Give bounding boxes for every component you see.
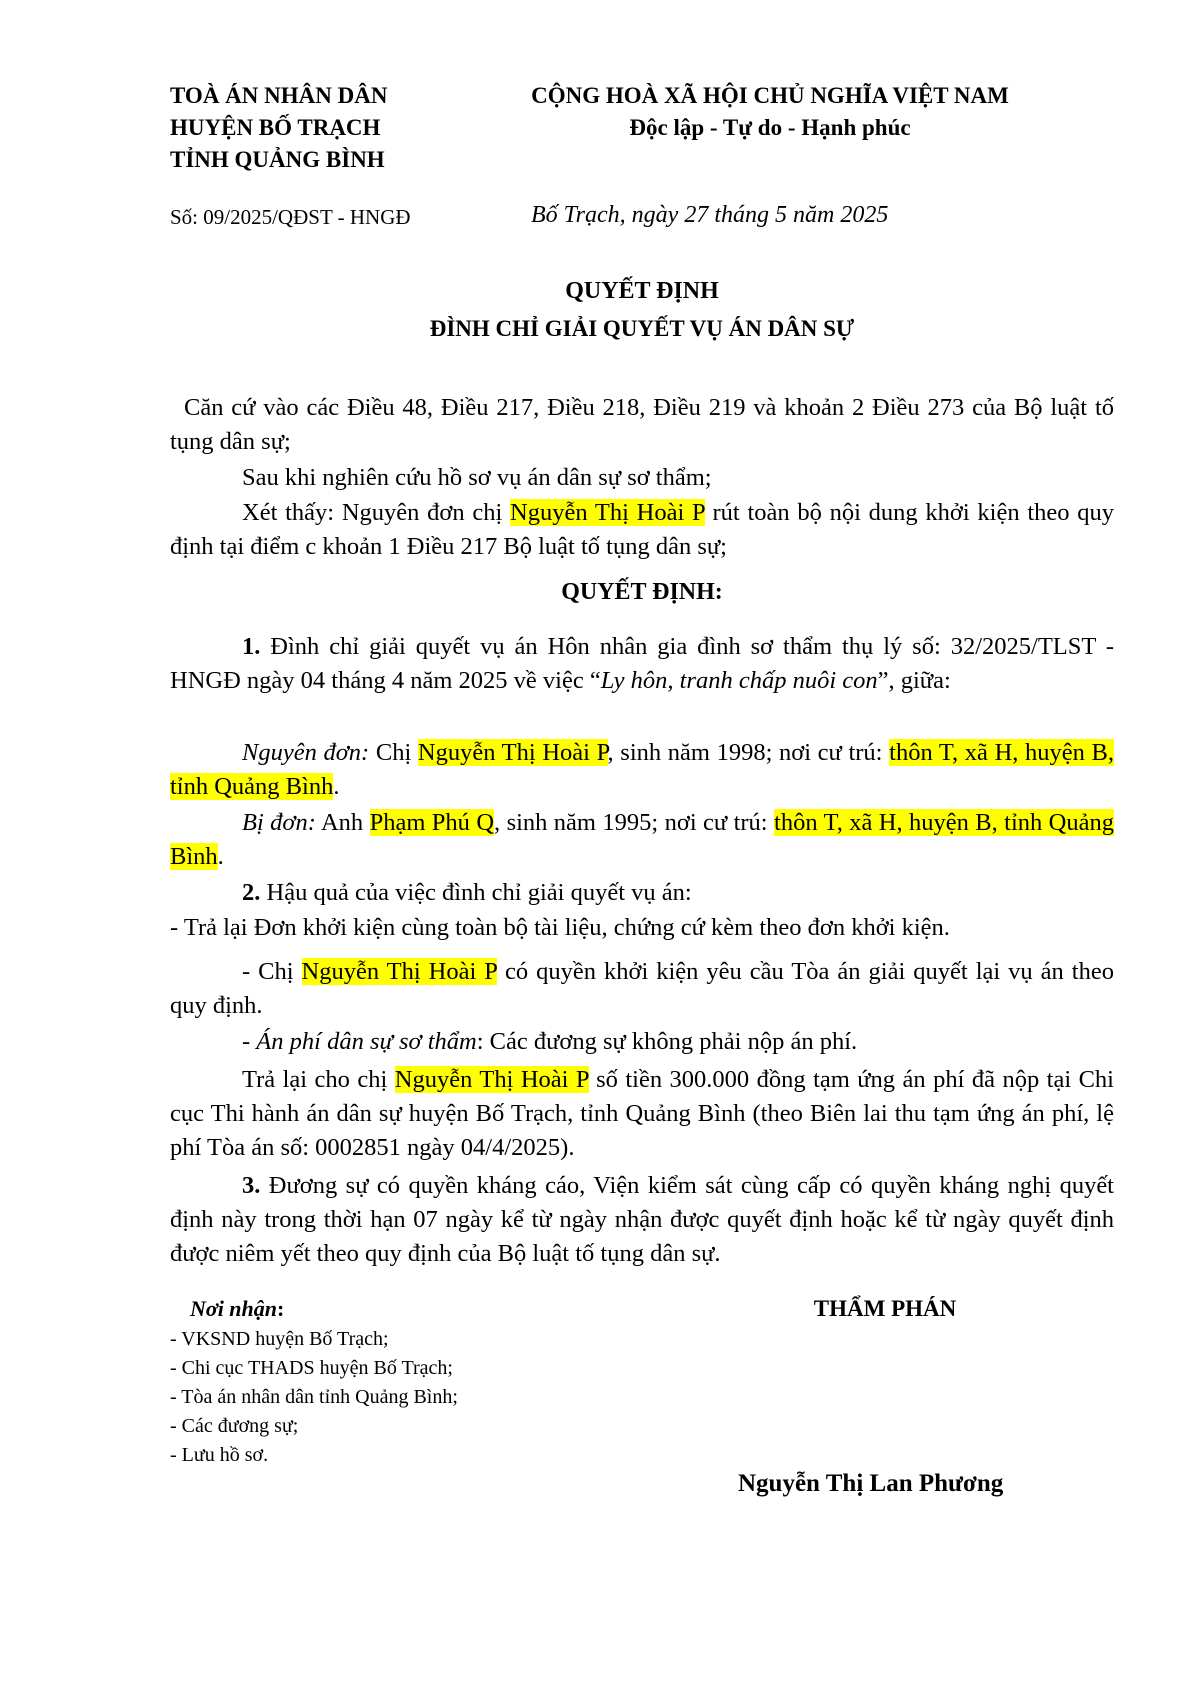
plaintiff-name-highlight: Nguyễn Thị Hoài P	[301, 958, 498, 985]
plaintiff-paragraph: Nguyên đơn: Chị Nguyễn Thị Hoài P, sinh năm 1998; nơi cư trú: thôn T, xã H, huyện B, tỉnh Quảng Bình.	[170, 739, 1115, 800]
item-1-paragraph: 1. Đình chỉ giải quyết vụ án Hôn nhân gia đình sơ thẩm thụ lý số: 32/2025/TLST - HNGĐ ngày 04 tháng 4 năm 2025 về việc “Ly hôn, tranh chấp nuôi con”, giữa:	[170, 633, 1114, 694]
place-date: Bố Trạch, ngày 27 tháng 5 năm 2025	[531, 202, 889, 228]
court-line-2: HUYỆN BỐ TRẠCH	[170, 115, 381, 140]
recipients-label: Nơi nhận:	[190, 1296, 285, 1321]
court-line-3: TỈNH QUẢNG BÌNH	[170, 147, 385, 172]
national-motto: Độc lập - Tự do - Hạnh phúc	[629, 115, 911, 140]
recipient-item: - VKSND huyện Bố Trạch;	[170, 1328, 389, 1350]
document-number: Số: 09/2025/QĐST - HNGĐ	[170, 205, 411, 229]
title-line-2: ĐÌNH CHỈ GIẢI QUYẾT VỤ ÁN DÂN SỰ	[429, 316, 855, 341]
basis-paragraph-3: Xét thấy: Nguyên đơn chị Nguyễn Thị Hoài P rút toàn bộ nội dung khởi kiện theo quy định tại điểm c khoản 1 Điều 217 Bộ luật tố tụng dân sự;	[170, 499, 1114, 560]
item-3-paragraph: 3. Đương sự có quyền kháng cáo, Viện kiểm sát cùng cấp có quyền kháng nghị quyết định này trong thời hạn 07 ngày kể từ ngày nhận được quyết định hoặc kể từ ngày quyết định được niêm yết theo quy định của Bộ luật tố tụng dân sự.	[170, 1172, 1114, 1267]
plaintiff-name-highlight: Nguyễn Thị Hoài P	[417, 739, 608, 766]
defendant-name-highlight: Phạm Phú Q	[369, 809, 495, 836]
court-fee-line: - Án phí dân sự sơ thẩm: Các đương sự không phải nộp án phí.	[242, 1028, 858, 1055]
signer-name: Nguyễn Thị Lan Phương	[738, 1470, 1004, 1497]
case-type: Ly hôn, tranh chấp nuôi con	[600, 667, 878, 694]
basis-paragraph-1: Căn cứ vào các Điều 48, Điều 217, Điều 218, Điều 219 và khoản 2 Điều 273 của Bộ luật tố tụng dân sự;	[170, 394, 1114, 455]
nation-block	[490, 80, 1050, 144]
item-2-line-2: - Chị Nguyễn Thị Hoài P có quyền khởi kiện yêu cầu Tòa án giải quyết lại vụ án theo quy định.	[170, 958, 1114, 1019]
recipient-item: - Lưu hồ sơ.	[170, 1444, 269, 1466]
recipient-item: - Các đương sự;	[170, 1415, 299, 1437]
item-2-heading: 2. Hậu quả của việc đình chỉ giải quyết vụ án:	[242, 879, 692, 906]
court-line-1: TOÀ ÁN NHÂN DÂN	[170, 83, 388, 108]
defendant-paragraph: Bị đơn: Anh Phạm Phú Q, sinh năm 1995; nơi cư trú: thôn T, xã H, huyện B, tỉnh Quảng Bình.	[170, 809, 1114, 870]
basis-paragraph-2: Sau khi nghiên cứu hồ sơ vụ án dân sự sơ thẩm;	[242, 464, 712, 491]
plaintiff-name-highlight: Nguyễn Thị Hoài P	[394, 1066, 589, 1093]
document-title	[170, 273, 1114, 347]
title-line-1: QUYẾT ĐỊNH	[565, 278, 719, 304]
nation-name: CỘNG HOÀ XÃ HỘI CHỦ NGHĨA VIỆT NAM	[531, 83, 1009, 108]
signer-title: THẨM PHÁN	[813, 1296, 957, 1321]
decision-heading: QUYẾT ĐỊNH:	[561, 579, 723, 605]
court-name-block	[170, 80, 387, 176]
defendant-address-highlight: thôn T, xã H, huyện B, tỉnh Quảng Bình	[170, 809, 1114, 870]
plaintiff-name-highlight: Nguyễn Thị Hoài P	[510, 499, 705, 526]
recipient-item: - Chi cục THADS huyện Bố Trạch;	[170, 1357, 453, 1379]
item-2-line-1: - Trả lại Đơn khởi kiện cùng toàn bộ tài liệu, chứng cứ kèm theo đơn khởi kiện.	[170, 914, 950, 941]
plaintiff-address-highlight: thôn T, xã H, huyện B, tỉnh Quảng Bình	[170, 739, 1115, 800]
refund-paragraph: Trả lại cho chị Nguyễn Thị Hoài P số tiền 300.000 đồng tạm ứng án phí đã nộp tại Chi cục Thi hành án dân sự huyện Bố Trạch, tỉnh Quảng Bình (theo Biên lai thu tạm ứng án phí, lệ phí Tòa án số: 0002851 ngày 04/4/2025).	[170, 1066, 1114, 1161]
recipient-item: - Tòa án nhân dân tỉnh Quảng Bình;	[170, 1386, 458, 1408]
